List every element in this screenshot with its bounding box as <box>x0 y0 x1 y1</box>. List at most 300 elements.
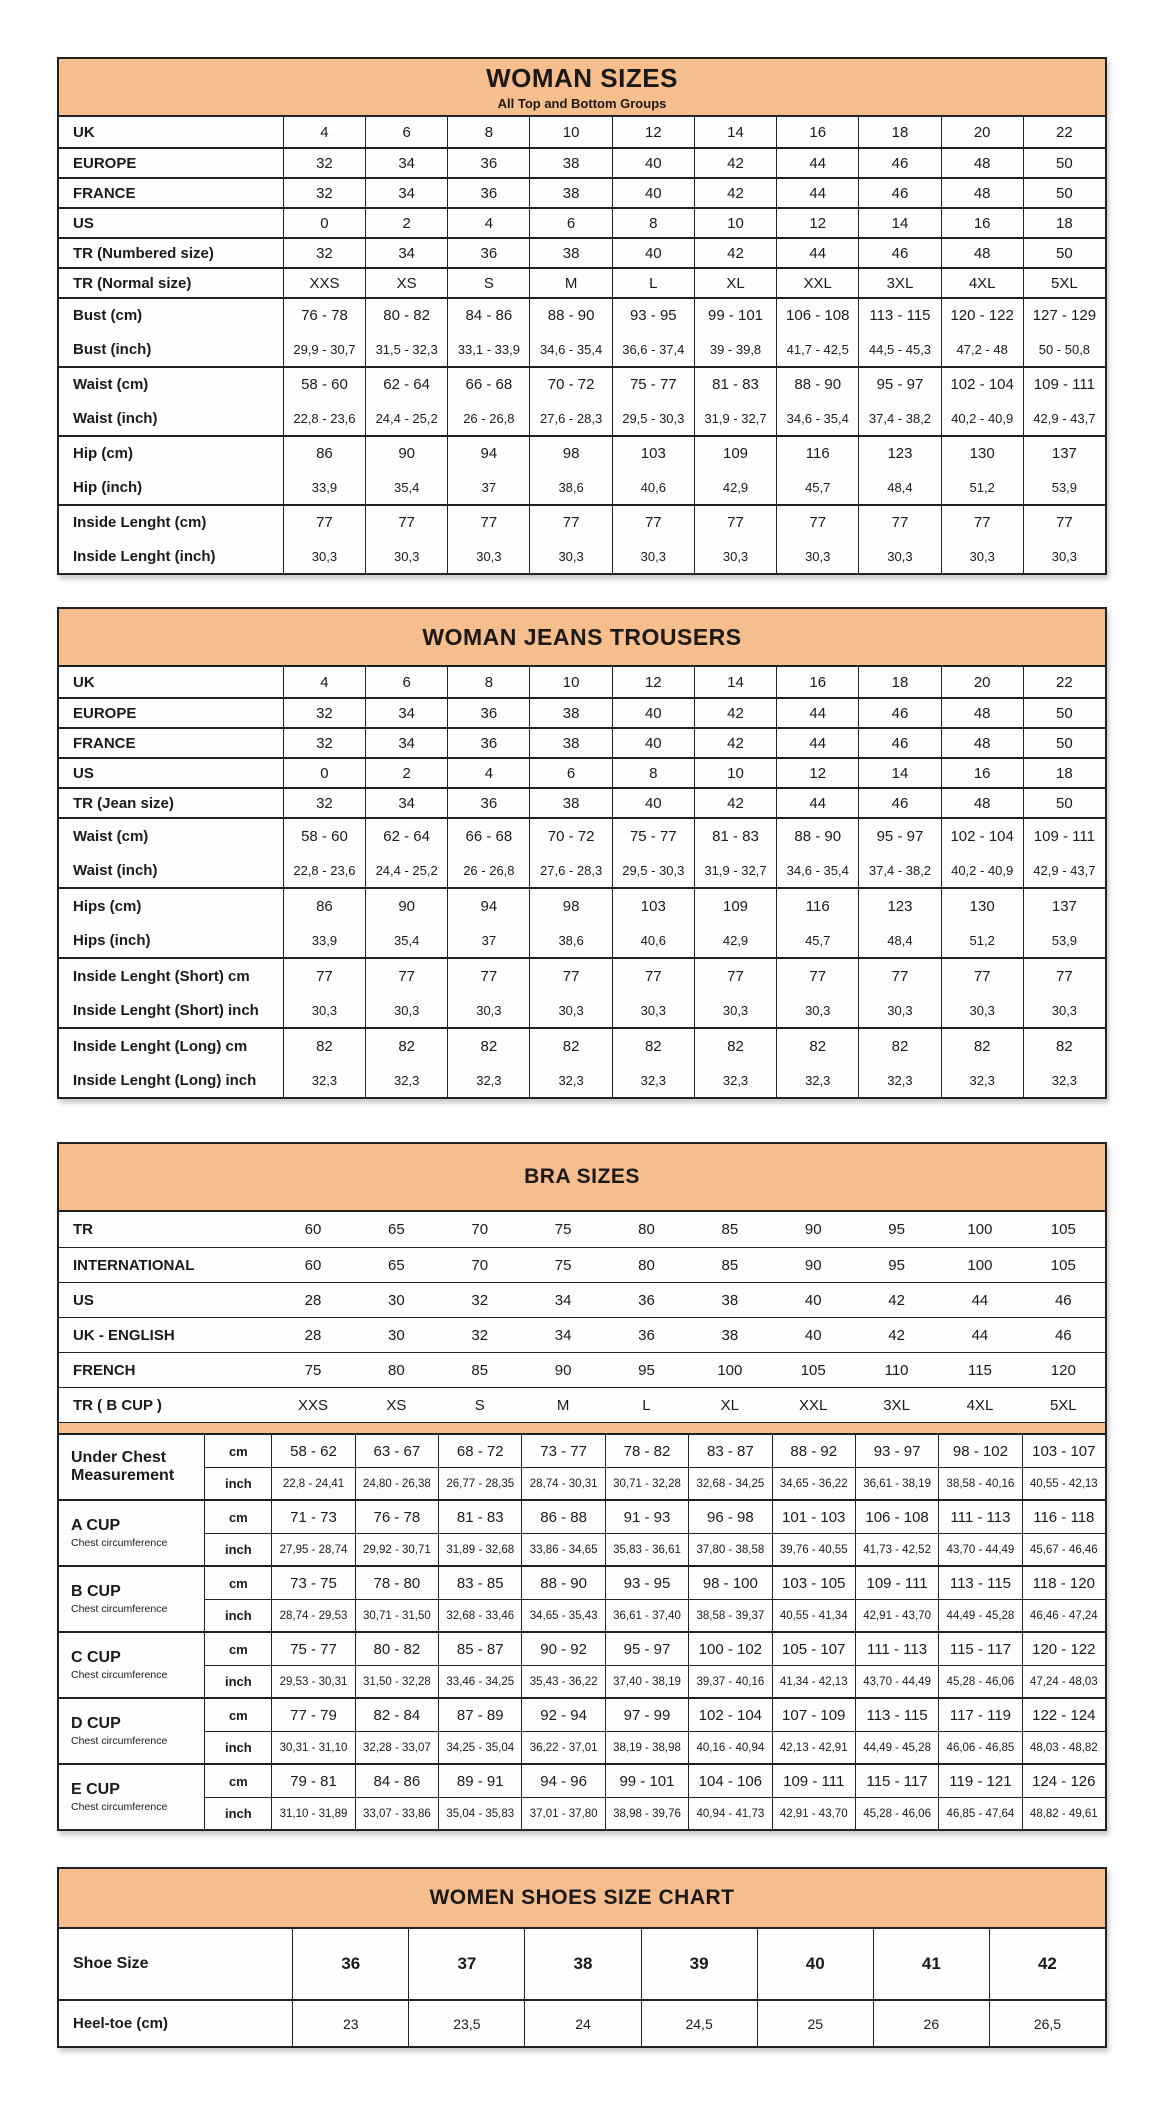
size-value: 34,65 - 36,22 <box>772 1467 855 1499</box>
size-value: 2 <box>365 209 447 237</box>
size-value: 88 - 90 <box>794 827 842 845</box>
size-value: 46 <box>858 239 940 267</box>
size-charts-page <box>0 57 1164 2048</box>
size-cell <box>283 1029 365 1097</box>
size-value: 40 <box>612 239 694 267</box>
size-value: 30,3 <box>640 1002 666 1018</box>
size-value: 40,55 - 41,34 <box>772 1599 855 1631</box>
size-value: 41,7 - 42,5 <box>786 341 849 357</box>
size-value: 35,04 - 35,83 <box>438 1797 521 1829</box>
row-label: FRENCH <box>73 1361 136 1379</box>
size-value: 50 <box>1023 179 1105 207</box>
size-value: 34,6 - 35,4 <box>786 410 849 426</box>
size-value: 12 <box>776 759 858 787</box>
size-value: 36,6 - 37,4 <box>622 341 685 357</box>
size-value: 42,91 - 43,70 <box>855 1599 938 1631</box>
size-value: 48 <box>941 149 1023 177</box>
size-value: 50 <box>1023 729 1105 757</box>
size-value: 16 <box>776 117 858 147</box>
size-value: 75 <box>554 1221 572 1238</box>
size-value: 88 - 90 <box>547 307 595 325</box>
size-value: 70 <box>471 1256 489 1274</box>
size-cell <box>1023 437 1105 504</box>
size-value: 85 <box>721 1221 739 1238</box>
size-value: 70 <box>471 1221 489 1238</box>
size-value: 113 - 115 <box>855 1699 938 1731</box>
size-value: 8 <box>447 117 529 147</box>
size-cell <box>776 437 858 504</box>
size-value: 37 <box>481 932 497 948</box>
size-value: 75 - 77 <box>629 376 677 394</box>
unit-label-inch: inch <box>204 1731 271 1763</box>
size-value: XS <box>365 269 447 297</box>
cup-group-row <box>59 1763 1105 1829</box>
size-value: 35,4 <box>394 932 420 948</box>
size-value: 4 <box>447 759 529 787</box>
size-value: 41,73 - 42,52 <box>855 1533 938 1565</box>
size-value: 119 - 121 <box>938 1765 1021 1797</box>
size-value: 104 - 106 <box>688 1765 771 1797</box>
size-value: 94 <box>480 445 498 463</box>
size-value: 96 - 98 <box>688 1501 771 1533</box>
size-cell <box>447 437 529 504</box>
size-value: 94 - 96 <box>521 1765 604 1797</box>
size-value: 40,2 - 40,9 <box>951 410 1014 426</box>
size-value: 36,61 - 37,40 <box>605 1599 688 1631</box>
size-value: 122 - 124 <box>1022 1699 1105 1731</box>
size-value: 35,43 - 36,22 <box>521 1665 604 1697</box>
size-value: 120 - 122 <box>1022 1633 1105 1665</box>
size-value: 32,3 <box>394 1072 420 1088</box>
size-value: 116 <box>805 445 830 463</box>
size-cell <box>612 437 694 504</box>
size-value: 137 <box>1051 445 1077 463</box>
size-value: 70 - 72 <box>547 827 595 845</box>
size-cell <box>283 506 365 573</box>
size-value: 105 - 107 <box>772 1633 855 1665</box>
size-value: 92 - 94 <box>521 1699 604 1731</box>
size-value: 48,4 <box>887 479 913 495</box>
size-value: 90 <box>398 897 415 915</box>
size-value: 116 <box>805 897 830 915</box>
size-value: 77 <box>891 514 909 532</box>
table-row <box>59 667 1105 697</box>
size-value: 82 <box>398 1037 415 1055</box>
size-value: 42,9 <box>722 479 749 495</box>
size-value: 97 - 99 <box>605 1699 688 1731</box>
unit-label-cm: cm <box>204 1501 271 1533</box>
size-value: 45,7 <box>805 932 831 948</box>
size-value: 33,9 <box>311 932 338 948</box>
size-cell <box>694 506 776 573</box>
size-cell <box>776 959 858 1027</box>
row-label-top: Inside Lenght (cm) <box>73 514 207 532</box>
size-value: 6 <box>529 759 611 787</box>
size-value: 30,3 <box>311 548 338 564</box>
size-value: 23 <box>292 2001 408 2046</box>
size-cell <box>858 437 940 504</box>
size-value: 3XL <box>883 1396 910 1414</box>
size-value: 115 - 117 <box>855 1765 938 1797</box>
size-value: 77 <box>1056 514 1073 532</box>
table-title: WOMEN SHOES SIZE CHART <box>429 1886 735 1909</box>
size-value: 65 <box>388 1221 405 1238</box>
size-value: 75 <box>304 1361 322 1379</box>
size-value: 99 - 101 <box>605 1765 688 1797</box>
size-value: 53,9 <box>1051 932 1078 948</box>
size-value: 32,3 <box>311 1072 338 1088</box>
size-value: 40,6 <box>640 932 666 948</box>
size-value: 46,46 - 47,24 <box>1022 1599 1105 1631</box>
size-value: 32,3 <box>805 1072 831 1088</box>
table-row <box>59 1027 1105 1097</box>
table-header <box>59 609 1105 667</box>
size-cell <box>1023 368 1105 435</box>
size-cell <box>858 959 940 1027</box>
size-value: 27,95 - 28,74 <box>271 1533 354 1565</box>
size-value: 32,3 <box>969 1072 995 1088</box>
size-value: 26 - 26,8 <box>463 862 515 878</box>
size-value: 38 <box>529 149 611 177</box>
size-value: 12 <box>612 667 694 697</box>
size-value: 78 - 80 <box>355 1567 438 1599</box>
size-value: 46,85 - 47,64 <box>938 1797 1021 1829</box>
size-value: 10 <box>529 667 611 697</box>
cup-subtitle: Chest circumference <box>71 1800 168 1813</box>
size-cell <box>529 368 611 435</box>
size-value: 20 <box>941 117 1023 147</box>
size-value: 42 <box>888 1326 905 1344</box>
size-value: 38,19 - 38,98 <box>605 1731 688 1763</box>
size-cell <box>694 299 776 366</box>
table-row <box>59 1317 1105 1352</box>
row-label-bottom: Hips (inch) <box>73 931 151 949</box>
size-value: 36 <box>447 729 529 757</box>
size-value: 10 <box>694 759 776 787</box>
size-value: 42 <box>694 239 776 267</box>
size-value: 48 <box>941 239 1023 267</box>
size-value: 77 <box>398 967 415 985</box>
size-value: 38,98 - 39,76 <box>605 1797 688 1829</box>
size-value: 30,3 <box>887 548 913 564</box>
size-value: 40,16 - 40,94 <box>688 1731 771 1763</box>
size-value: 8 <box>612 759 694 787</box>
size-cell <box>529 819 611 887</box>
size-value: 90 - 92 <box>521 1633 604 1665</box>
size-value: XL <box>694 269 776 297</box>
row-label: Heel-toe (cm) <box>73 2015 169 2032</box>
size-value: 80 <box>638 1221 655 1238</box>
size-value: 44,49 - 45,28 <box>855 1731 938 1763</box>
size-value: 32 <box>283 149 365 177</box>
size-value: 34 <box>365 239 447 267</box>
table-row <box>59 1999 1105 2046</box>
size-cell <box>858 1029 940 1097</box>
size-value: 22 <box>1023 667 1105 697</box>
size-value: 106 - 108 <box>855 1501 938 1533</box>
size-value: 58 - 60 <box>301 827 348 845</box>
size-value: 102 - 104 <box>950 827 1014 845</box>
row-label-bottom: Inside Lenght (Long) inch <box>73 1071 257 1089</box>
size-value: 82 <box>1056 1037 1073 1055</box>
size-cell <box>529 506 611 573</box>
size-value: 28 <box>304 1291 322 1309</box>
size-value: S <box>474 1396 485 1414</box>
size-value: 95 - 97 <box>876 827 924 845</box>
size-value: 40,55 - 42,13 <box>1022 1467 1105 1499</box>
size-value: 22 <box>1023 117 1105 147</box>
size-value: 28,74 - 30,31 <box>521 1467 604 1499</box>
size-value: 95 - 97 <box>605 1633 688 1665</box>
row-label-top: Hip (cm) <box>73 445 133 463</box>
size-cell <box>529 299 611 366</box>
size-value: 36 <box>447 699 529 727</box>
unit-label-cm: cm <box>204 1435 271 1467</box>
size-cell <box>941 889 1023 957</box>
size-value: 30,3 <box>394 1002 420 1018</box>
size-value: XXL <box>799 1396 828 1414</box>
cup-name: D CUP <box>71 1715 121 1733</box>
size-value: 137 <box>1051 897 1077 915</box>
size-value: 44 <box>776 699 858 727</box>
row-label-top: Hips (cm) <box>73 897 142 915</box>
size-value: 14 <box>694 667 776 697</box>
size-cell <box>776 819 858 887</box>
size-value: 32 <box>283 729 365 757</box>
size-cell <box>776 1029 858 1097</box>
size-value: 77 <box>1056 967 1073 985</box>
size-value: 33,86 - 34,65 <box>521 1533 604 1565</box>
cup-group-row <box>59 1499 1105 1565</box>
size-cell <box>858 299 940 366</box>
size-value: 86 <box>316 445 333 463</box>
size-value: 101 - 103 <box>772 1501 855 1533</box>
row-label <box>59 437 283 504</box>
size-value: 91 - 93 <box>605 1501 688 1533</box>
size-value: 8 <box>612 209 694 237</box>
table-row <box>59 147 1105 177</box>
size-value: 87 - 89 <box>438 1699 521 1731</box>
row-label: EUROPE <box>73 154 137 172</box>
table-row <box>59 297 1105 366</box>
size-value: 18 <box>858 667 940 697</box>
size-value: 5XL <box>1023 269 1105 297</box>
size-value: 27,6 - 28,3 <box>540 410 603 426</box>
size-value: 90 <box>804 1256 822 1274</box>
size-value: 34 <box>365 699 447 727</box>
size-cell <box>776 299 858 366</box>
size-value: 16 <box>941 759 1023 787</box>
size-value: 8 <box>447 667 529 697</box>
size-value: 10 <box>529 117 611 147</box>
size-value: 93 - 95 <box>605 1567 688 1599</box>
size-value: 40,2 - 40,9 <box>951 862 1014 878</box>
size-value: 68 - 72 <box>438 1435 521 1467</box>
size-value: 6 <box>365 117 447 147</box>
size-cell <box>529 1029 611 1097</box>
size-value: 127 - 129 <box>1032 307 1097 325</box>
size-value: 18 <box>858 117 940 147</box>
size-value: 44,5 - 45,3 <box>868 341 932 357</box>
row-label-bottom: Bust (inch) <box>73 340 152 358</box>
size-value: 30,3 <box>887 1002 913 1018</box>
size-cell <box>365 437 447 504</box>
size-value: 58 - 62 <box>271 1435 354 1467</box>
size-value: 82 <box>727 1037 744 1055</box>
size-value: 0 <box>283 209 365 237</box>
size-value: 44 <box>776 729 858 757</box>
size-value: 30,71 - 32,28 <box>605 1467 688 1499</box>
size-cell <box>694 889 776 957</box>
row-label-top: Inside Lenght (Short) cm <box>73 967 250 985</box>
size-value: 115 <box>967 1361 992 1379</box>
table-row <box>59 435 1105 504</box>
size-value: 88 - 90 <box>521 1567 604 1599</box>
size-value: 77 <box>480 967 498 985</box>
size-value: 30,3 <box>558 1002 584 1018</box>
size-value: 32 <box>283 789 365 817</box>
size-value: 120 <box>1050 1361 1076 1379</box>
cup-subtitle: Chest circumference <box>71 1668 168 1681</box>
size-cell <box>612 299 694 366</box>
size-value: 40 <box>804 1291 822 1309</box>
cup-label <box>59 1765 204 1829</box>
size-value: 42,9 - 43,7 <box>1033 862 1096 878</box>
size-value: 73 - 77 <box>521 1435 604 1467</box>
cup-subtitle: Chest circumference <box>71 1734 168 1747</box>
size-value: 30,3 <box>805 1002 831 1018</box>
size-value: 22,8 - 23,6 <box>293 862 356 878</box>
size-value: 32,28 - 33,07 <box>355 1731 438 1763</box>
size-value: 109 - 111 <box>772 1765 855 1797</box>
size-value: 34,25 - 35,04 <box>438 1731 521 1763</box>
size-value: 100 <box>717 1361 743 1379</box>
size-value: 32 <box>283 239 365 267</box>
unit-label-cm: cm <box>204 1765 271 1797</box>
size-cell <box>365 368 447 435</box>
size-value: 4 <box>283 117 365 147</box>
size-value: 31,5 - 32,3 <box>375 341 438 357</box>
size-cell <box>941 959 1023 1027</box>
size-value: 117 - 119 <box>938 1699 1021 1731</box>
size-value: 42,9 <box>722 932 749 948</box>
table-row <box>59 1387 1105 1422</box>
size-cell <box>941 1029 1023 1097</box>
table-woman-sizes <box>57 57 1107 575</box>
table-row <box>59 1352 1105 1387</box>
size-value: 0 <box>283 759 365 787</box>
size-cell <box>283 819 365 887</box>
size-value: 46 <box>858 149 940 177</box>
row-label: FRANCE <box>73 734 136 752</box>
row-label: UK <box>73 673 95 691</box>
size-value: 85 <box>721 1256 739 1274</box>
size-value: 30,3 <box>1051 548 1078 564</box>
size-value: 70 - 72 <box>547 376 595 394</box>
size-value: 51,2 <box>969 479 995 495</box>
row-label <box>59 819 283 887</box>
size-cell <box>612 1029 694 1097</box>
size-value: 43,70 - 44,49 <box>855 1665 938 1697</box>
size-value: 32,3 <box>1051 1072 1078 1088</box>
size-value: 48 <box>941 789 1023 817</box>
size-value: 80 - 82 <box>355 1633 438 1665</box>
size-value: 30,71 - 31,50 <box>355 1599 438 1631</box>
size-value: 111 - 113 <box>938 1501 1021 1533</box>
size-cell <box>612 889 694 957</box>
cup-group-row <box>59 1631 1105 1697</box>
size-cell <box>365 959 447 1027</box>
unit-label-inch: inch <box>204 1797 271 1829</box>
size-value: 44 <box>776 179 858 207</box>
cup-label <box>59 1435 204 1499</box>
size-value: 77 <box>398 514 415 532</box>
size-value: 30,3 <box>969 548 995 564</box>
size-value: 25 <box>757 2001 873 2046</box>
size-value: 36,61 - 38,19 <box>855 1467 938 1499</box>
size-value: 31,89 - 32,68 <box>438 1533 521 1565</box>
size-cell <box>858 368 940 435</box>
size-cell <box>447 819 529 887</box>
row-label: TR (Normal size) <box>73 274 192 292</box>
row-label: FRANCE <box>73 184 136 202</box>
row-label: US <box>73 214 94 232</box>
size-value: 78 - 82 <box>605 1435 688 1467</box>
size-value: 34 <box>554 1291 572 1309</box>
row-label-bottom: Waist (inch) <box>73 861 158 879</box>
size-value: 105 <box>800 1361 826 1379</box>
unit-label-cm: cm <box>204 1633 271 1665</box>
size-value: 103 <box>640 445 666 463</box>
size-value: 40 <box>804 1326 822 1344</box>
size-value: 34 <box>365 729 447 757</box>
size-value: 60 <box>304 1221 322 1238</box>
size-cell <box>694 959 776 1027</box>
row-label: UK - ENGLISH <box>73 1326 175 1344</box>
size-value: 46 <box>1054 1291 1072 1309</box>
row-label: EUROPE <box>73 704 137 722</box>
size-value: 99 - 101 <box>707 307 764 325</box>
size-value: 44 <box>776 239 858 267</box>
size-cell <box>776 889 858 957</box>
cup-name: A CUP <box>71 1517 121 1535</box>
size-value: 83 - 85 <box>438 1567 521 1599</box>
size-value: 30,3 <box>476 1002 502 1018</box>
size-value: 38 <box>721 1291 739 1309</box>
size-cell <box>1023 819 1105 887</box>
size-value: 30,3 <box>476 548 502 564</box>
table-row <box>59 757 1105 787</box>
size-value: 118 - 120 <box>1022 1567 1105 1599</box>
size-cell <box>941 299 1023 366</box>
size-value: 81 - 83 <box>438 1501 521 1533</box>
size-value: 30,3 <box>722 1002 749 1018</box>
size-value: 81 - 83 <box>712 827 759 845</box>
size-value: 63 - 67 <box>355 1435 438 1467</box>
size-value: 32,68 - 33,46 <box>438 1599 521 1631</box>
size-value: 95 <box>888 1256 905 1274</box>
size-value: 30,3 <box>969 1002 995 1018</box>
size-value: 32,3 <box>887 1072 913 1088</box>
size-value: 5XL <box>1049 1396 1077 1414</box>
size-value: 82 <box>891 1037 909 1055</box>
size-value: 16 <box>941 209 1023 237</box>
size-value: 42 <box>694 179 776 207</box>
size-value: 111 - 113 <box>855 1633 938 1665</box>
cup-name: E CUP <box>71 1781 120 1799</box>
size-value: 77 <box>809 514 827 532</box>
table-row <box>59 177 1105 207</box>
